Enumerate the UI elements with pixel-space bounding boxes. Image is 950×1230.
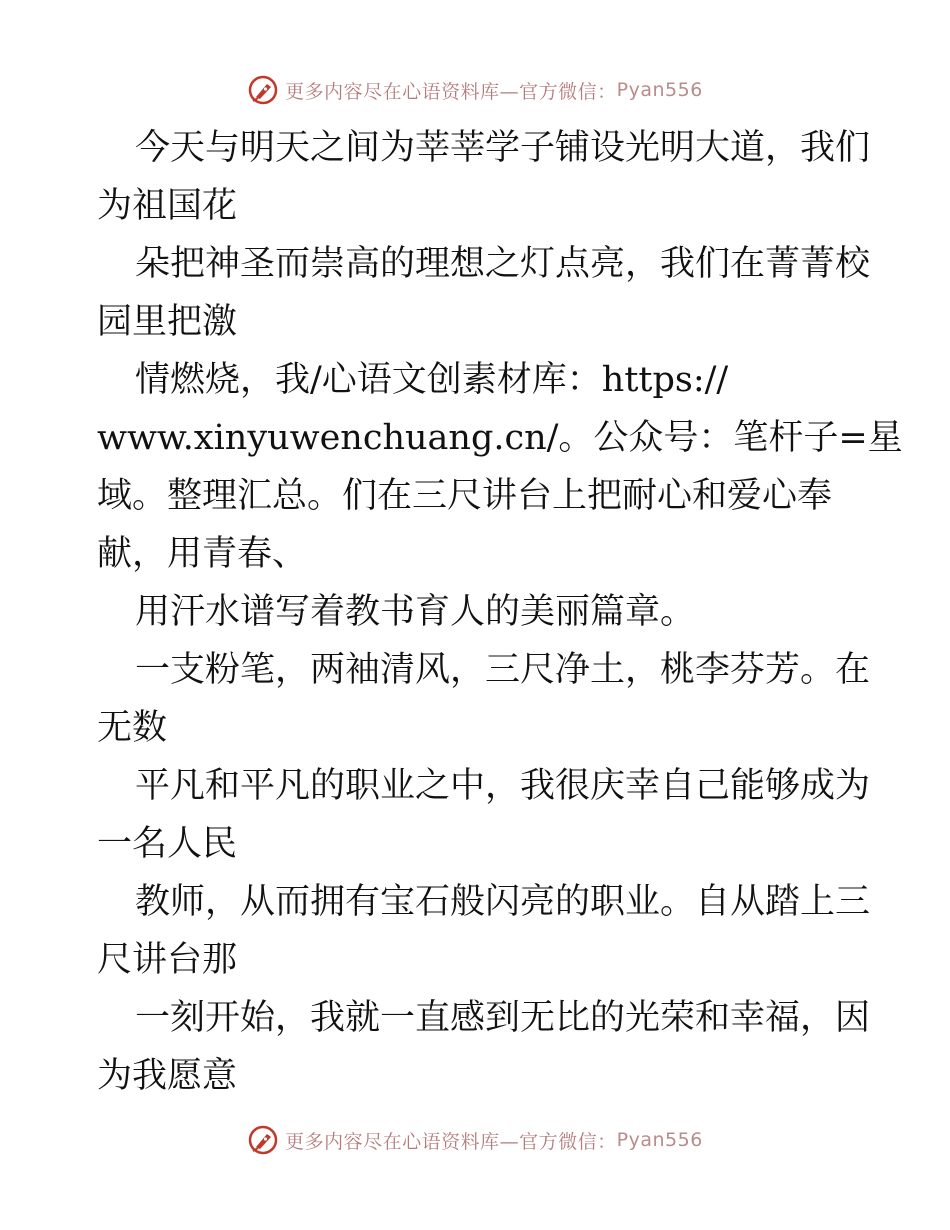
text-line: 一刻开始，我就一直感到无比的光荣和幸福，因: [135, 998, 871, 1038]
pen-nib-logo-icon: [247, 1124, 279, 1156]
text-line: 用汗水谱写着教书育人的美丽篇章。: [135, 592, 696, 632]
text-line: 一支粉笔，两袖清风，三尺净土，桃李芬芳。在: [135, 650, 871, 690]
text-line: 平凡和平凡的职业之中，我很庆幸自己能够成为: [135, 766, 871, 806]
text-line: 献，用青春、: [97, 534, 308, 574]
text-line: 情燃烧，我/心语文创素材库：https://: [135, 360, 729, 400]
text-line: 无数: [97, 708, 168, 748]
text-line: 域。整理汇总。们在三尺讲台上把耐心和爱心奉: [97, 476, 833, 516]
banner-wechat-id: Pyan556: [616, 79, 703, 101]
text-line: 朵把神圣而崇高的理想之灯点亮，我们在菁菁校: [135, 244, 871, 284]
banner-wechat-id: Pyan556: [616, 1129, 703, 1151]
banner-text: 更多内容尽在心语资料库—官方微信：: [285, 1130, 617, 1153]
text-line: 为我愿意: [97, 1056, 238, 1096]
banner-text: 更多内容尽在心语资料库—官方微信：: [285, 80, 617, 103]
header-banner: [0, 70, 950, 110]
footer-banner: [0, 1120, 950, 1160]
text-line: www.xinyuwenchuang.cn/。公众号：笔杆子=星: [97, 418, 903, 458]
text-line: 一名人民: [97, 824, 238, 864]
text-line: 教师，从而拥有宝石般闪亮的职业。自从踏上三: [135, 882, 871, 922]
pen-nib-logo-icon: [247, 74, 279, 106]
text-line: 尺讲台那: [97, 940, 238, 980]
text-line: 园里把激: [97, 302, 238, 342]
text-line: 今天与明天之间为莘莘学子铺设光明大道，我们: [135, 128, 871, 168]
text-line: 为祖国花: [97, 186, 238, 226]
